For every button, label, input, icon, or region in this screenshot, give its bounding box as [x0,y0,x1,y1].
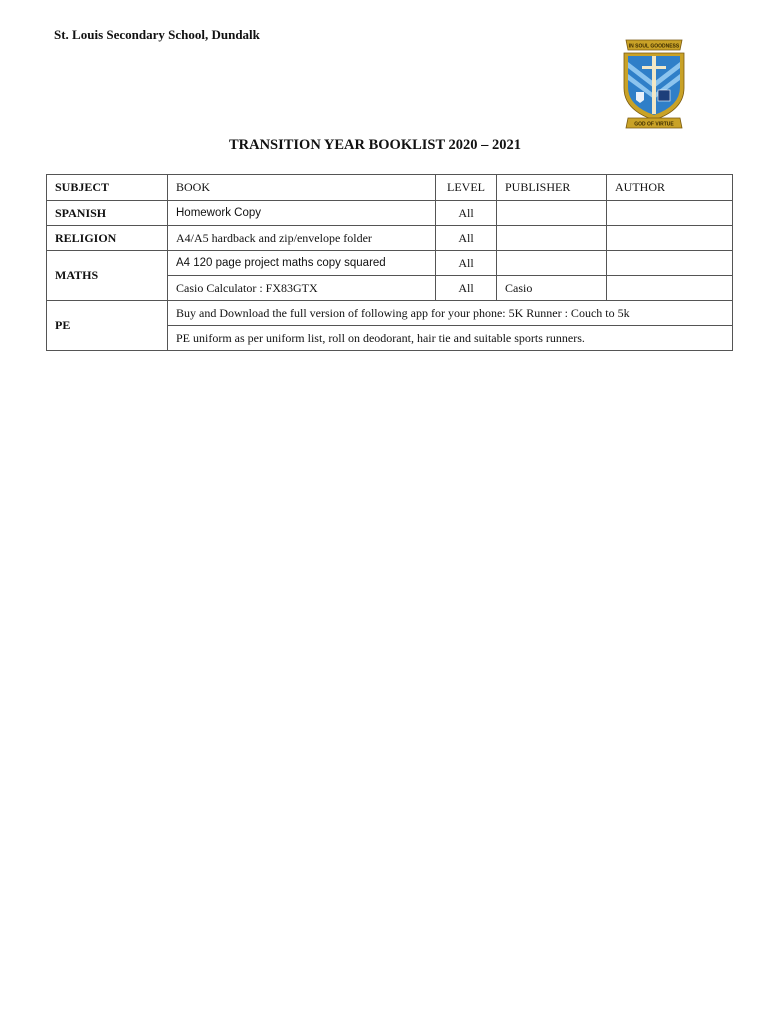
book-cell: A4 120 page project maths copy squared [168,251,436,276]
publisher-cell [497,251,607,276]
subject-cell: PE [47,301,168,351]
book-cell: Casio Calculator : FX83GTX [168,276,436,301]
column-header-author: AUTHOR [607,175,733,201]
table-header-row [47,175,733,201]
table-row [47,201,733,226]
book-cell: Homework Copy [168,201,436,226]
author-cell [607,201,733,226]
school-name: St. Louis Secondary School, Dundalk [54,27,260,42]
level-cell: All [436,251,497,276]
column-header-level: LEVEL [436,175,497,201]
book-cell: PE uniform as per uniform list, roll on deodorant, hair tie and suitable sports runners. [168,326,733,351]
publisher-cell [497,226,607,251]
book-cell: A4/A5 hardback and zip/envelope folder [168,226,436,251]
book-cell: Buy and Download the full version of following app for your phone: 5K Runner : Couch to 5k [168,301,733,326]
booklist-table [46,174,733,351]
subject-cell: MATHS [47,251,168,301]
svg-text:GOD OF VIRTUE: GOD OF VIRTUE [634,121,674,128]
author-cell [607,251,733,276]
subject-cell: RELIGION [47,226,168,251]
svg-text:IN SOUL GOODNESS: IN SOUL GOODNESS [628,43,680,50]
table-row [47,226,733,251]
author-cell [607,276,733,301]
level-cell: All [436,201,497,226]
table-row [47,251,733,276]
subject-cell: SPANISH [47,201,168,226]
school-crest-logo [618,36,690,130]
column-header-book: BOOK [168,175,436,201]
level-cell: All [436,276,497,301]
column-header-subject: SUBJECT [47,175,168,201]
page-title: TRANSITION YEAR BOOKLIST 2020 – 2021 [228,137,522,153]
level-cell: All [436,226,497,251]
publisher-cell: Casio [497,276,607,301]
publisher-cell [497,201,607,226]
author-cell [607,226,733,251]
table-row [47,301,733,326]
column-header-publisher: PUBLISHER [497,175,607,201]
